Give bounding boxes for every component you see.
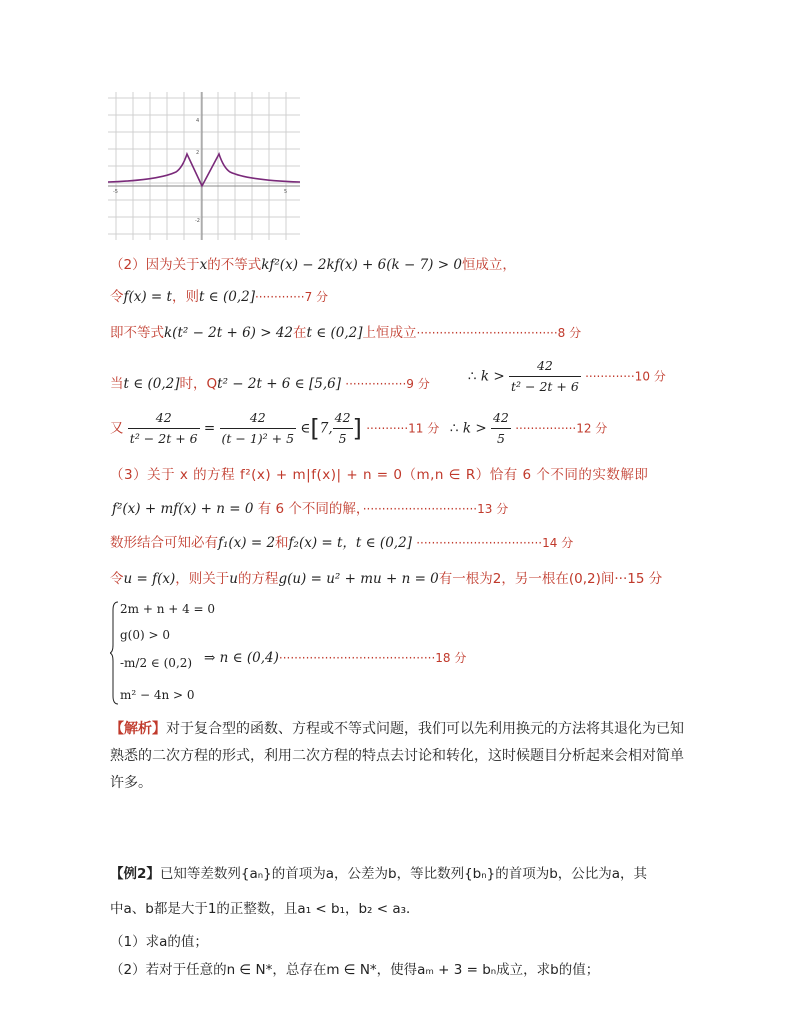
- system-eq-1: 2m + n + 4 = 0: [120, 602, 216, 616]
- system-eq-2: g(0) > 0: [120, 628, 170, 642]
- y-tick-label: -2: [195, 218, 200, 224]
- part2-k-bound-2: ∴ k > $\frac{42}{5}$ ················12 分: [450, 410, 608, 446]
- part3-line1: （3）关于 x 的方程 f²(x) + m|f(x)| + n = 0（m,n ∈ R）恰有 6 个不同的实数解即: [110, 467, 649, 483]
- x-tick-label: -5: [113, 189, 118, 195]
- y-tick-label: 4: [196, 118, 200, 124]
- part2-k-bound-1: ∴ k > $\frac{42}{\text{t² − 2t + 6}}$ ·············10 分: [468, 358, 666, 394]
- part3-line2: f²(x) + mf(x) + n = 0 有 6 个不同的解，······························13 分: [112, 501, 509, 517]
- left-brace: [110, 600, 120, 706]
- part3-line3: 数形结合可知必有f₁(x) = 2和f₂(x) = t，t ∈ (0,2] ·································14 分: [110, 535, 574, 551]
- function-graph: [108, 92, 300, 240]
- part2-also: 又 $\frac{42}{\text{t² − 2t + 6}}$ = $\frac{42}{\text{(t − 1)² + 5}}$ ∈[7, $\frac{42}{5}$ ] ···········11 分: [110, 410, 440, 446]
- function-curve: [108, 154, 300, 186]
- analysis-text: 对于复合型的函数、方程或不等式问题，我们可以先利用换元的方法将其退化为已知熟悉的二次方程的形式，利用二次方程的特点去讨论和转化，这时候题目分析起来会相对简单许多。: [110, 721, 684, 791]
- y-tick-label: 2: [196, 150, 200, 156]
- system-eq-4: m² − 4n > 0: [120, 688, 195, 702]
- system-eq-3: -m/2 ∈ (0,2): [120, 656, 193, 670]
- graph-grid: [108, 92, 300, 240]
- system-result: ⇒ n ∈ (0,4)·········································18 分: [204, 650, 467, 666]
- part2-intro: （2）因为关于x的不等式kf²(x) − 2kf(x) + 6(k − 7) > 0恒成立，: [110, 257, 516, 273]
- analysis-paragraph: [110, 716, 684, 797]
- example-question-1: （1）求a的值；: [110, 934, 208, 950]
- part3-line4: 令u = f(x)，则关于u的方程g(u) = u² + mu + n = 0有一根为2，另一根在(0,2)间···15 分: [110, 571, 663, 587]
- example-question-2: （2）若对于任意的n ∈ N*，总存在m ∈ N*，使得aₘ + 3 = bₙ成立，求b的值；: [110, 962, 600, 978]
- part2-let: 令f(x) = t，则t ∈ (0,2]·············7 分: [110, 289, 329, 305]
- example-line2: 中a、b都是大于1的正整数，且a₁ < b₁，b₂ < a₃．: [110, 901, 420, 917]
- part2-ineq: 即不等式k(t² − 2t + 6) > 42在t ∈ (0,2]上恒成立·····································8 分: [110, 325, 582, 341]
- part2-when: 当t ∈ (0,2]时，Qt² − 2t + 6 ∈ [5,6] ················9 分: [110, 376, 430, 392]
- example-line1: 【例2】已知等差数列{aₙ}的首项为a，公差为b，等比数列{bₙ}的首项为b，公比为a，其: [110, 866, 648, 882]
- analysis-label: 【解析】: [110, 721, 166, 737]
- x-tick-label: 5: [284, 189, 288, 195]
